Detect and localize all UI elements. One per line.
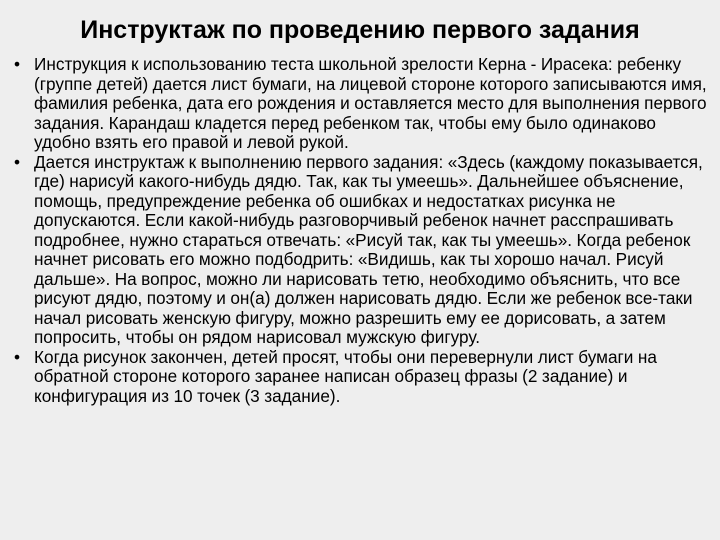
bullet-dot-icon: • — [13, 151, 21, 172]
bullet-text: Инструкция к использованию теста школьной зрелости Керна - Ирасека: ребенку (группе детей) дается лист бумаги, на лицевой стороне которого записываются имя, фамилия ребенка, дата его рождения и оставляется место для выполнения первого задания. Карандаш кладется перед ребенком так, чтобы ему было одинаково удобно взять его правой и левой рукой. — [34, 54, 707, 152]
bullet-item-completion — [8, 348, 714, 407]
bullet-dot-icon: • — [13, 346, 21, 367]
slide-title: Инструктаж по проведению первого задания — [80, 16, 640, 44]
bullet-item-briefing — [8, 153, 714, 348]
bullet-item-instruction — [8, 55, 714, 153]
bullet-list — [8, 55, 714, 406]
bullet-dot-icon: • — [13, 54, 21, 74]
bullet-text: Когда рисунок закончен, детей просят, чтобы они перевернули лист бумаги на обратной стороне которого заранее написан образец фразы (2 задание) и конфигурация из 10 точек (3 задание). — [34, 346, 657, 406]
bullet-text: Дается инструктаж к выполнению первого задания: «Здесь (каждому показывается, где) нарисуй какого-нибудь дядю. Так, как ты умеешь». Дальнейшее объяснение, помощь, предупреждение ребенка об ошибках и недостатках рисунка не допускаются. Если какой-нибудь разговорчивый ребенок начнет расспрашивать подробнее, нужно стараться отвечать: «Рисуй так, как ты умеешь». Когда ребенок начнет рисовать его можно подбодрить: «Видишь, как ты хорошо начал. Рисуй дальше». На вопрос, можно ли нарисовать тетю, необходимо объяснить, что все рисуют дядю, поэтому и он(а) должен нарисовать дядю. Если же ребенок все-таки начал рисовать женскую фигуру, можно разрешить ему ее дорисовать, а затем попросить, чтобы он рядом нарисовал мужскую фигуру. — [34, 151, 703, 347]
